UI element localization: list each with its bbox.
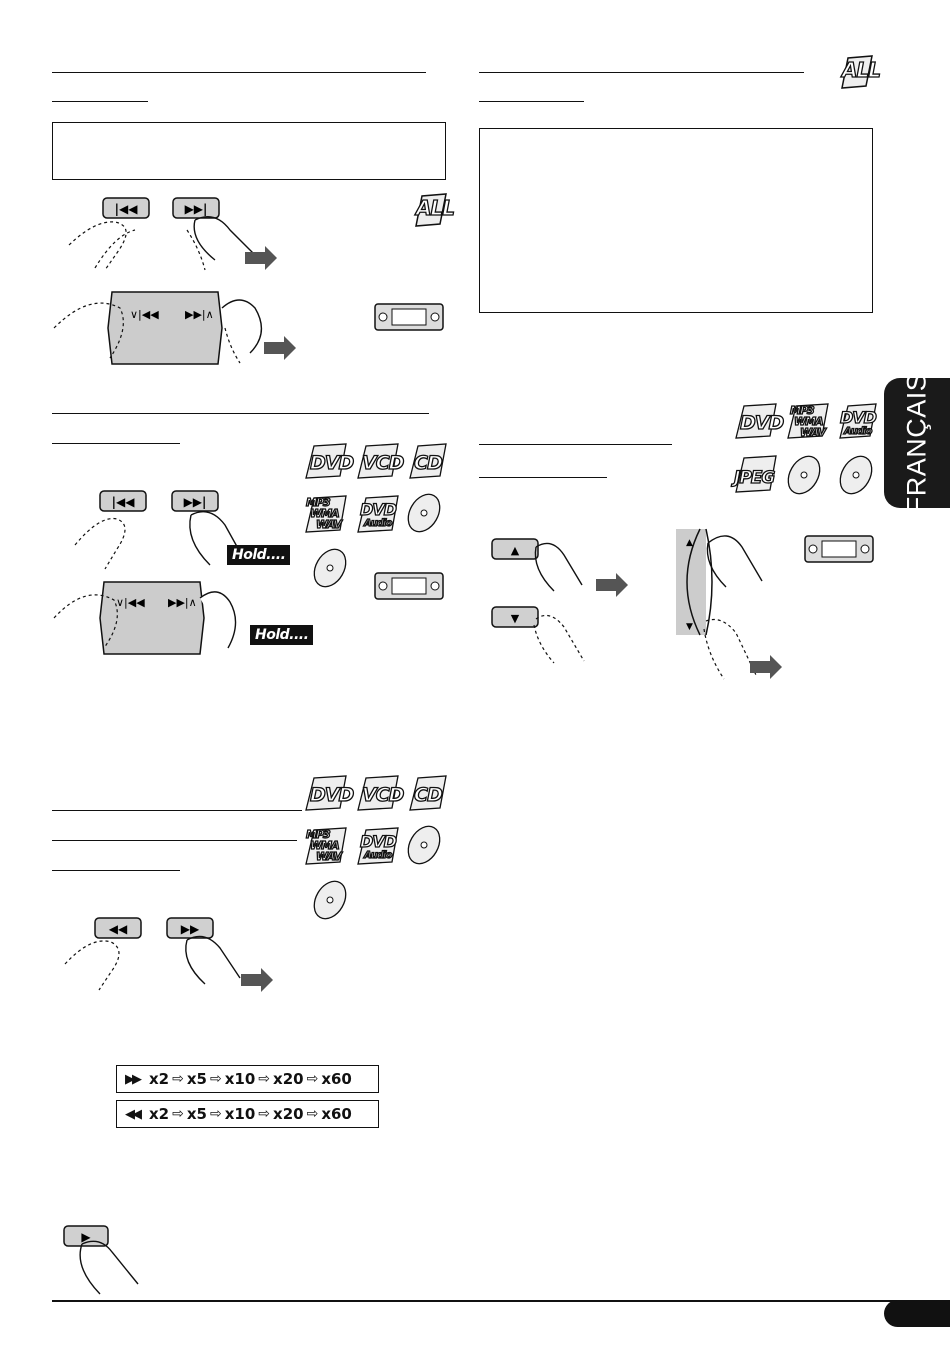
skip-buttons-illustration	[55, 190, 295, 280]
all-badge-label-2: ALL	[842, 58, 880, 82]
wma-badge-3: WMA	[310, 839, 339, 852]
dvd-audio-badge-bottom: Audio	[364, 518, 392, 529]
speed-step: x5	[186, 1070, 207, 1088]
wma-badge: WMA	[310, 507, 339, 520]
mp3-badge: MP3	[306, 496, 330, 509]
step-arrow-icon: ⇨	[209, 1071, 222, 1087]
svg-text:∨|◀◀: ∨|◀◀	[130, 308, 159, 321]
mp3-badge-5: MP3	[790, 404, 814, 417]
all-badge-label: ALL	[416, 196, 454, 220]
speed-step: x2	[149, 1105, 170, 1123]
speed-step: x60	[321, 1070, 352, 1088]
speed-step: x10	[224, 1105, 256, 1123]
svg-text:|◀◀: |◀◀	[111, 495, 135, 509]
section4-note-box	[479, 128, 873, 313]
search-buttons-illustration	[55, 912, 295, 992]
dvd-badge-3: DVD	[310, 784, 354, 806]
step-arrow-icon: ⇨	[306, 1106, 319, 1122]
play-button-illustration	[60, 1222, 160, 1302]
hold-label-1: Hold....	[227, 545, 290, 565]
svg-text:▲: ▲	[510, 544, 520, 557]
section5-heading-rule-short	[479, 477, 607, 478]
section1-heading-rule-short	[52, 101, 148, 102]
footer-rule	[52, 1300, 950, 1302]
hold-label-2: Hold....	[250, 625, 313, 645]
svg-text:▶: ▶	[81, 1230, 91, 1244]
section3-heading-rule-3	[52, 870, 180, 871]
cd-badge: CD	[414, 452, 442, 474]
section1-heading-rule	[52, 72, 426, 73]
head-unit-icon-3	[804, 535, 874, 563]
all-badge-icon	[412, 190, 454, 230]
head-unit-icon	[374, 303, 444, 331]
language-tab-label: FRANÇAIS	[901, 372, 932, 514]
svg-text:▼: ▼	[510, 612, 520, 625]
speed-step: x5	[186, 1105, 207, 1123]
head-unit-icon-2	[374, 572, 444, 600]
dvd-audio-badge-top-5: DVD	[840, 408, 876, 427]
section2-heading-rule	[52, 413, 429, 414]
dvd-badge: DVD	[310, 452, 354, 474]
section5-heading-rule	[479, 444, 672, 445]
mp3-badge-3: MP3	[306, 828, 330, 841]
wav-badge-3: WAV	[316, 850, 342, 863]
step-arrow-icon: ⇨	[258, 1071, 271, 1087]
svg-text:◀◀: ◀◀	[108, 922, 128, 936]
wav-badge-5: WAV	[800, 426, 826, 439]
fast-forward-icon: ▶▶	[125, 1071, 139, 1087]
language-tab	[884, 372, 950, 514]
step-arrow-icon: ⇨	[258, 1106, 271, 1122]
wma-badge-5: WMA	[794, 415, 823, 428]
speed-step: x20	[273, 1070, 304, 1088]
section3-heading-rule-2	[52, 840, 297, 841]
control-knob-vertical-illustration	[670, 525, 800, 685]
svg-text:▶▶|: ▶▶|	[183, 495, 207, 509]
control-knob-illustration	[50, 288, 310, 368]
wav-badge: WAV	[316, 518, 342, 531]
vcd-badge: VCD	[362, 452, 404, 474]
cd-badge-3: CD	[414, 784, 442, 806]
dvd-badge-5: DVD	[740, 412, 784, 434]
dvd-audio-badge-bottom-5: Audio	[844, 426, 872, 437]
page-number-tab	[884, 1300, 950, 1327]
dvd-audio-badge-top: DVD	[360, 500, 396, 519]
section3-heading-rule-1	[52, 810, 302, 811]
jpeg-badge: JPEG	[734, 468, 775, 488]
section2-heading-rule-short	[52, 443, 180, 444]
svg-text:|◀◀: |◀◀	[114, 202, 138, 216]
step-arrow-icon: ⇨	[209, 1106, 222, 1122]
forward-speed-table	[116, 1065, 379, 1093]
svg-text:▶▶|: ▶▶|	[184, 202, 208, 216]
speed-step: x2	[149, 1070, 170, 1088]
control-knob-hold-illustration	[50, 578, 310, 658]
section4-heading-rule-short	[479, 101, 584, 102]
up-down-buttons-illustration	[490, 535, 650, 665]
svg-text:▲: ▲	[686, 538, 693, 548]
section1-note-box	[52, 122, 446, 180]
section4-heading-rule	[479, 72, 804, 73]
step-arrow-icon: ⇨	[306, 1071, 319, 1087]
svg-text:▶▶|∧: ▶▶|∧	[185, 308, 214, 321]
svg-text:▼: ▼	[686, 622, 693, 632]
speed-step: x10	[224, 1070, 256, 1088]
rewind-icon: ◀◀	[125, 1106, 139, 1122]
step-arrow-icon: ⇨	[172, 1071, 184, 1087]
reverse-speed-table	[116, 1100, 379, 1128]
svg-text:∨|◀◀: ∨|◀◀	[116, 596, 145, 609]
step-arrow-icon: ⇨	[172, 1106, 184, 1122]
dvd-audio-badge-top-3: DVD	[360, 832, 396, 851]
speed-step: x60	[321, 1105, 352, 1123]
speed-step: x20	[273, 1105, 304, 1123]
svg-text:▶▶|∧: ▶▶|∧	[168, 596, 197, 609]
all-badge-icon-2	[838, 52, 880, 92]
svg-text:▶▶: ▶▶	[180, 922, 200, 936]
dvd-audio-badge-bottom-3: Audio	[364, 850, 392, 861]
vcd-badge-3: VCD	[362, 784, 404, 806]
